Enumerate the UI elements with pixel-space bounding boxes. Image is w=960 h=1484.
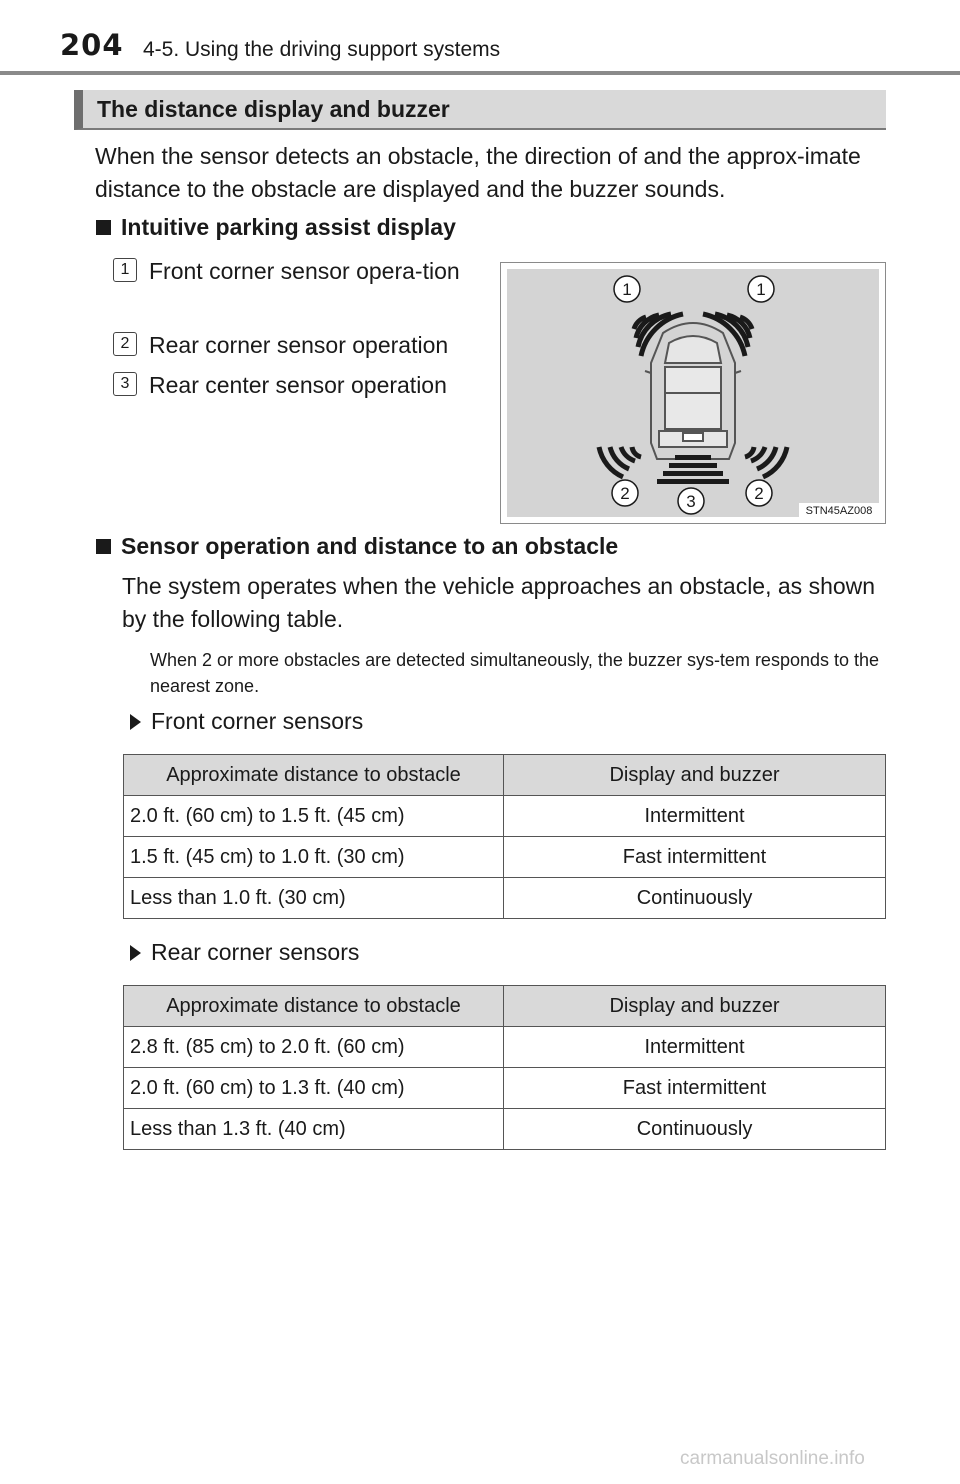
table-cell: 2.0 ft. (60 cm) to 1.3 ft. (40 cm) [124, 1068, 504, 1109]
section-heading-text: The distance display and buzzer [97, 96, 450, 122]
parking-assist-illustration [501, 263, 887, 525]
header-rule [0, 71, 960, 75]
number-badge-icon: 1 [113, 258, 137, 282]
operation-note: When 2 or more obstacles are detected simultaneously, the buzzer sys-tem responds to the nearest zone. [150, 650, 880, 696]
square-bullet-icon [96, 220, 111, 235]
operation-subheading [96, 533, 618, 560]
front-corner-table [123, 754, 886, 919]
display-subheading-text: Intuitive parking assist display [121, 214, 456, 240]
operation-subheading-text: Sensor operation and distance to an obstacle [121, 533, 619, 559]
table-header-row [124, 755, 886, 796]
table-header-cell: Display and buzzer [504, 755, 886, 796]
table-header-cell: Display and buzzer [504, 986, 886, 1027]
table-row [124, 837, 886, 878]
triangle-bullet-icon [130, 714, 141, 730]
table-label-text: Rear corner sensors [151, 939, 360, 965]
rear-corner-label [130, 939, 359, 966]
table-cell: Fast intermittent [504, 837, 886, 878]
table-cell: 1.5 ft. (45 cm) to 1.0 ft. (30 cm) [124, 837, 504, 878]
triangle-bullet-icon [130, 945, 141, 961]
parking-assist-figure [500, 262, 886, 524]
vehicle-top-view-icon [645, 323, 741, 459]
display-subheading [96, 214, 456, 241]
table-header-cell: Approximate distance to obstacle [124, 986, 504, 1027]
callout-label: 1 [622, 280, 632, 299]
page-number: 204 [60, 28, 124, 62]
square-bullet-icon [96, 539, 111, 554]
callout-label: 2 [754, 484, 764, 503]
number-badge-icon: 2 [113, 332, 137, 356]
table-row [124, 1027, 886, 1068]
callout-label: 1 [756, 280, 766, 299]
legend-text: Rear corner sensor operation [149, 332, 449, 358]
table-row [124, 1109, 886, 1150]
legend-text: Front corner sensor opera-tion [149, 258, 460, 284]
table-header-row [124, 986, 886, 1027]
table-cell: Continuously [504, 1109, 886, 1150]
table-row [124, 1068, 886, 1109]
chapter-title: 4-5. Using the driving support systems [143, 38, 501, 61]
table-row [124, 796, 886, 837]
table-row [124, 878, 886, 919]
table-cell: Continuously [504, 878, 886, 919]
figure-code: STN45AZ008 [805, 505, 873, 517]
rear-corner-table [123, 985, 886, 1150]
front-corner-label [130, 708, 363, 735]
callout-label: 3 [686, 492, 696, 511]
page-header [0, 0, 960, 76]
callout-label: 2 [620, 484, 630, 503]
table-label-text: Front corner sensors [151, 708, 364, 734]
table-header-cell: Approximate distance to obstacle [124, 755, 504, 796]
section-heading [74, 90, 886, 130]
watermark: carmanualsonline.info [680, 1448, 865, 1469]
table-cell: Intermittent [504, 796, 886, 837]
intro-paragraph: When the sensor detects an obstacle, the direction of and the approx-imate distance to the obstacle are displayed and the buzzer sounds. [95, 143, 861, 202]
legend-text: Rear center sensor operation [149, 372, 447, 398]
number-badge-icon: 3 [113, 372, 137, 396]
table-cell: 2.8 ft. (85 cm) to 2.0 ft. (60 cm) [124, 1027, 504, 1068]
table-cell: 2.0 ft. (60 cm) to 1.5 ft. (45 cm) [124, 796, 504, 837]
table-cell: Less than 1.3 ft. (40 cm) [124, 1109, 504, 1150]
operation-paragraph: The system operates when the vehicle approaches an obstacle, as shown by the following table. [122, 573, 876, 632]
table-cell: Intermittent [504, 1027, 886, 1068]
table-cell: Less than 1.0 ft. (30 cm) [124, 878, 504, 919]
table-cell: Fast intermittent [504, 1068, 886, 1109]
